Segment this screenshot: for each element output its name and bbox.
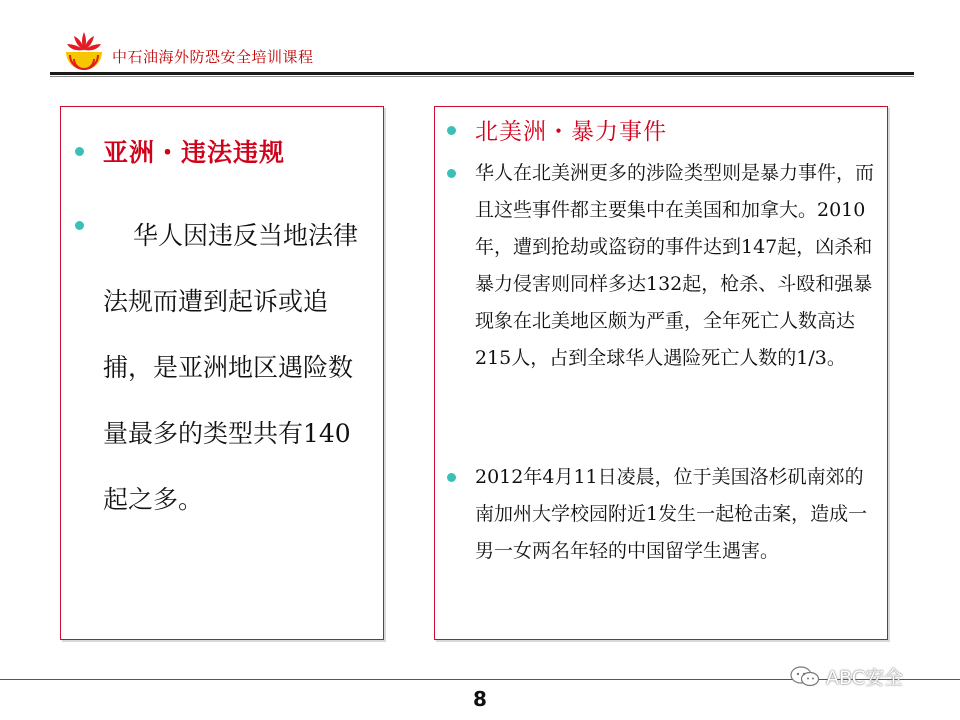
bullet-icon [447, 473, 456, 482]
cnpc-logo [62, 28, 106, 72]
north-america-heading: 北美洲・暴力事件 [475, 119, 667, 145]
bullet-icon [447, 126, 456, 135]
page-number: 8 [473, 687, 487, 711]
north-america-paragraph-1: 华人在北美洲更多的涉险类型则是暴力事件，而且这些事件都主要集中在美国和加拿大。2010年，遭到抢劫或盗窃的事件达到147起，凶杀和暴力侵害则同样多达132起，枪杀、斗殴和强暴现象在北美地区颇为严重，全年死亡人数高达215人，占到全球华人遇险死亡人数的1/3。 [475, 162, 875, 369]
header-divider [50, 72, 914, 75]
header-divider-thin [50, 76, 914, 77]
asia-body: 华人因违反当地法律法规而遭到起诉或追捕，是亚洲地区遇险数量最多的类型共有140起之多。 [103, 221, 359, 514]
course-title: 中石油海外防恐安全培训课程 [112, 48, 314, 66]
bullet-icon [447, 169, 456, 178]
slide-header [0, 0, 960, 80]
bullet-icon [75, 221, 84, 230]
watermark-text: ABC安全 [826, 667, 903, 689]
north-america-panel [434, 106, 888, 640]
wechat-icon [790, 666, 820, 688]
asia-panel [60, 106, 384, 640]
watermark [790, 663, 903, 690]
north-america-paragraph-2: 2012年4月11日凌晨，位于美国洛杉矶南郊的南加州大学校园附近1发生一起枪击案，造成一男一女两名年轻的中国留学生遇害。 [475, 466, 868, 562]
bullet-icon [75, 147, 84, 156]
asia-heading: 亚洲・违法违规 [103, 138, 286, 167]
